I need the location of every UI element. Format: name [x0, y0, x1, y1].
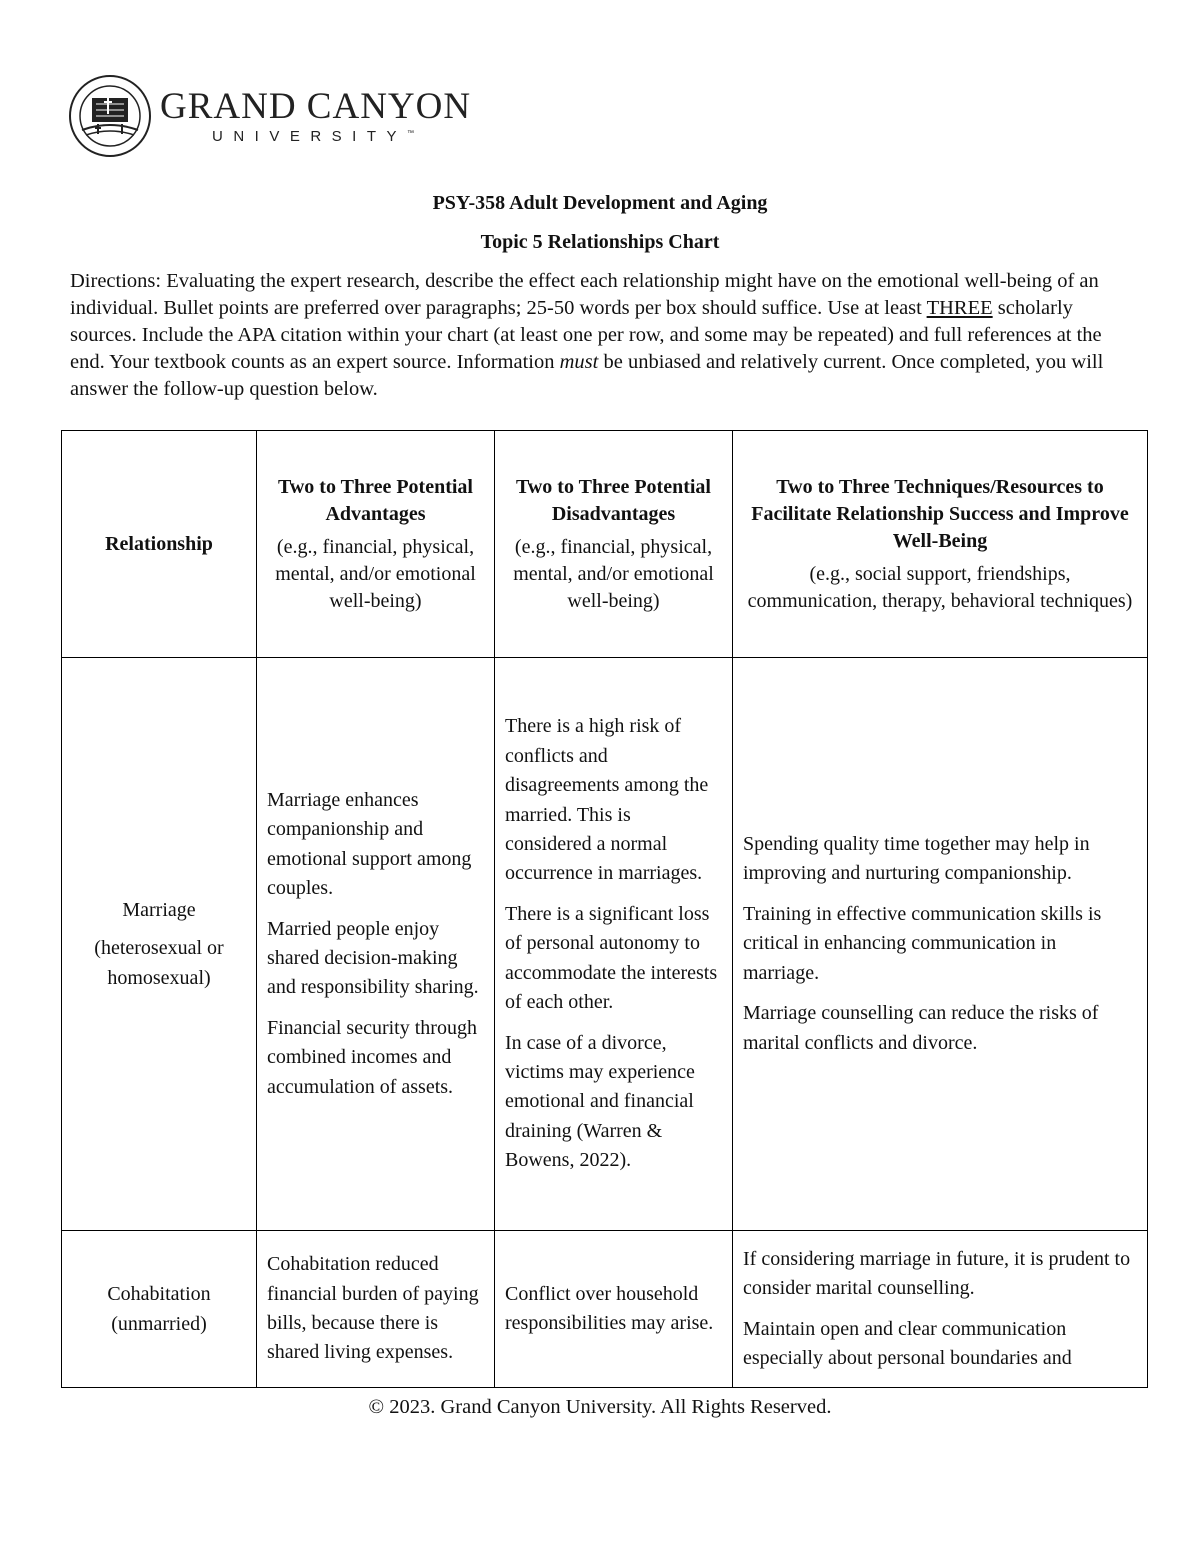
course-title: PSY-358 Adult Development and Aging	[432, 192, 768, 214]
relationship-cell-marriage: Marriage (heterosexual or homosexual)	[62, 658, 257, 1231]
header-advantages: Two to Three Potential Advantages (e.g., financial, physical, mental, and/or emotional well-being)	[257, 431, 495, 658]
relationships-chart-table	[61, 430, 1148, 1388]
university-seal-icon	[68, 74, 152, 158]
disadvantages-cell: There is a high risk of conflicts and disagreements among the married. This is considered a normal occurrence in marriages. There is a significant loss of personal autonomy to accommodate the interests of each other. In case of a divorce, victims may experience emotional and financial draining (Warren & Bowens, 2022).	[495, 658, 733, 1231]
techniques-cell: Spending quality time together may help in improving and nurturing companionship. Training in effective communication skills is critical in enhancing communication in marriage. Marriage counselling can reduce the risks of marital conflicts and divorce.	[733, 658, 1148, 1231]
advantages-cell: Cohabitation reduced financial burden of paying bills, because there is shared living expenses.	[257, 1231, 495, 1388]
table-row	[62, 1231, 1148, 1388]
advantages-cell: Marriage enhances companionship and emotional support among couples. Married people enjoy shared decision-making and responsibility sharing. Financial security through combined incomes and accumulation of assets.	[257, 658, 495, 1231]
relationship-cell-cohabitation: Cohabitation (unmarried)	[62, 1231, 257, 1388]
header-techniques: Two to Three Techniques/Resources to Facilitate Relationship Success and Improve Well-Being (e.g., social support, friendships, communication, therapy, behavioral techniques)	[733, 431, 1148, 658]
techniques-cell: If considering marriage in future, it is prudent to consider marital counselling. Maintain open and clear communication especially about personal boundaries and	[733, 1231, 1148, 1388]
directions-text: Directions: Evaluating the expert research, describe the effect each relationship might have on the emotional well-being of an individual. Bullet points are preferred over paragraphs; 25-50 words per box should suffice. Use at least THREE scholarly sources. Include the APA citation within your chart (at least one per row, and some may be repeated) and full references at the end. Your textbook counts as an expert source. Information must be unbiased and relatively current. Once completed, you will answer the follow-up question below.	[70, 270, 1104, 400]
table-row	[62, 658, 1148, 1231]
gcu-logo	[68, 74, 471, 158]
header-disadvantages: Two to Three Potential Disadvantages (e.g., financial, physical, mental, and/or emotional well-being)	[495, 431, 733, 658]
logo-name: GRAND CANYON	[160, 85, 472, 127]
emphasis-must: must	[559, 351, 599, 373]
emphasis-three: THREE	[926, 297, 993, 319]
copyright-footer: © 2023. Grand Canyon University. All Rights Reserved.	[368, 1396, 832, 1418]
header-relationship: Relationship	[62, 431, 257, 658]
chart-title: Topic 5 Relationships Chart	[480, 231, 720, 253]
disadvantages-cell: Conflict over household responsibilities may arise.	[495, 1231, 733, 1388]
table-header-row	[62, 431, 1148, 658]
logo-subtitle: UNIVERSITY™	[212, 127, 415, 145]
